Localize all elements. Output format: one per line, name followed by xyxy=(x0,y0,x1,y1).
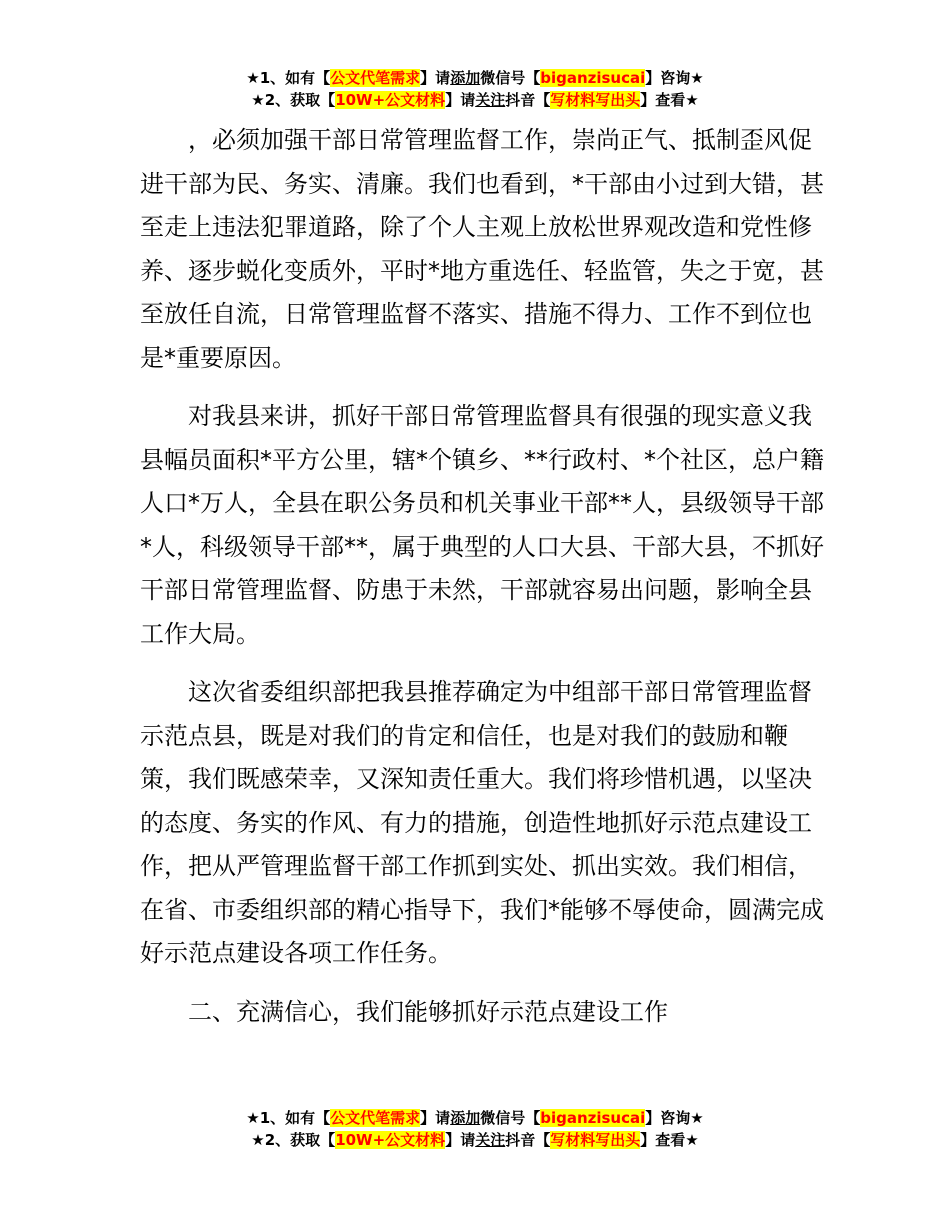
document-body xyxy=(140,119,830,1049)
footer-notice-text: 】请 xyxy=(445,1131,476,1149)
highlight-materials: 10W+公文材料 xyxy=(335,91,446,109)
header-notice-text: 微信号【 xyxy=(480,69,541,87)
header-notice-text: 】查看★ xyxy=(640,91,699,109)
footer-notice xyxy=(0,1107,950,1151)
footer-notice-text: 】请 xyxy=(420,1109,451,1127)
header-notice-text: 】咨询★ xyxy=(645,69,704,87)
highlight-douyin: 写材料写出头 xyxy=(550,1131,641,1149)
highlight-wechat-id: biganzisucai xyxy=(540,69,646,87)
header-notice-underlined: 关注 xyxy=(475,91,506,109)
section-heading: 二、充满信心，我们能够抓好示范点建设工作 xyxy=(188,997,668,1026)
header-notice-underlined: 添加 xyxy=(450,69,481,87)
paragraph-2: 对我县来讲，抓好干部日常管理监督具有很强的现实意义我县幅员面积*平方公里，辖*个镇乡、**行政村、*个社区，总户籍人口*万人，全县在职公务员和机关事业干部**人，县级领导干部*人，科级领导干部**，属于典型的人口大县、干部大县，不抓好干部日常管理监督、防患于未然，干部就容易出问题，影响全县工作大局。 xyxy=(140,402,824,648)
header-notice-text: 】请 xyxy=(445,91,476,109)
highlight-service: 公文代笔需求 xyxy=(330,1109,421,1127)
header-notice-text: ★1、如有【 xyxy=(246,69,331,87)
footer-notice-line-2 xyxy=(0,1129,950,1151)
highlight-wechat-id: biganzisucai xyxy=(540,1109,646,1127)
header-notice-line-1 xyxy=(0,67,950,89)
highlight-materials: 10W+公文材料 xyxy=(335,1131,446,1149)
footer-notice-text: 】咨询★ xyxy=(645,1109,704,1127)
footer-notice-text: 】查看★ xyxy=(640,1131,699,1149)
footer-notice-text: ★2、获取【 xyxy=(251,1131,336,1149)
highlight-douyin: 写材料写出头 xyxy=(550,91,641,109)
footer-notice-text: 抖音【 xyxy=(505,1131,551,1149)
header-notice-text: 抖音【 xyxy=(505,91,551,109)
paragraph-1: ，必须加强干部日常管理监督工作，崇尚正气、抵制歪风促进干部为民、务实、清廉。我们也看到，*干部由小过到大错，甚至走上违法犯罪道路，除了个人主观上放松世界观改造和党性修养、逐步蜕化变质外，平时*地方重选任、轻监管，失之于宽，甚至放任自流，日常管理监督不落实、措施不得力、工作不到位也是*重要原因。 xyxy=(140,126,824,372)
highlight-service: 公文代笔需求 xyxy=(330,69,421,87)
paragraph-3: 这次省委组织部把我县推荐确定为中组部干部日常管理监督示范点县，既是对我们的肯定和信任，也是对我们的鼓励和鞭策，我们既感荣幸，又深知责任重大。我们将珍惜机遇，以坚决的态度、务实的作风、有力的措施，创造性地抓好示范点建设工作，把从严管理监督干部工作抓到实处、抓出实效。我们相信，在省、市委组织部的精心指导下，我们*能够不辱使命，圆满完成好示范点建设各项工作任务。 xyxy=(140,678,824,967)
footer-notice-text: 微信号【 xyxy=(480,1109,541,1127)
footer-notice-text: ★1、如有【 xyxy=(246,1109,331,1127)
footer-notice-underlined: 关注 xyxy=(475,1131,506,1149)
header-notice-text: 】请 xyxy=(420,69,451,87)
footer-notice-line-1 xyxy=(0,1107,950,1129)
header-notice xyxy=(0,67,950,111)
header-notice-text: ★2、获取【 xyxy=(251,91,336,109)
header-notice-line-2 xyxy=(0,89,950,111)
footer-notice-underlined: 添加 xyxy=(450,1109,481,1127)
